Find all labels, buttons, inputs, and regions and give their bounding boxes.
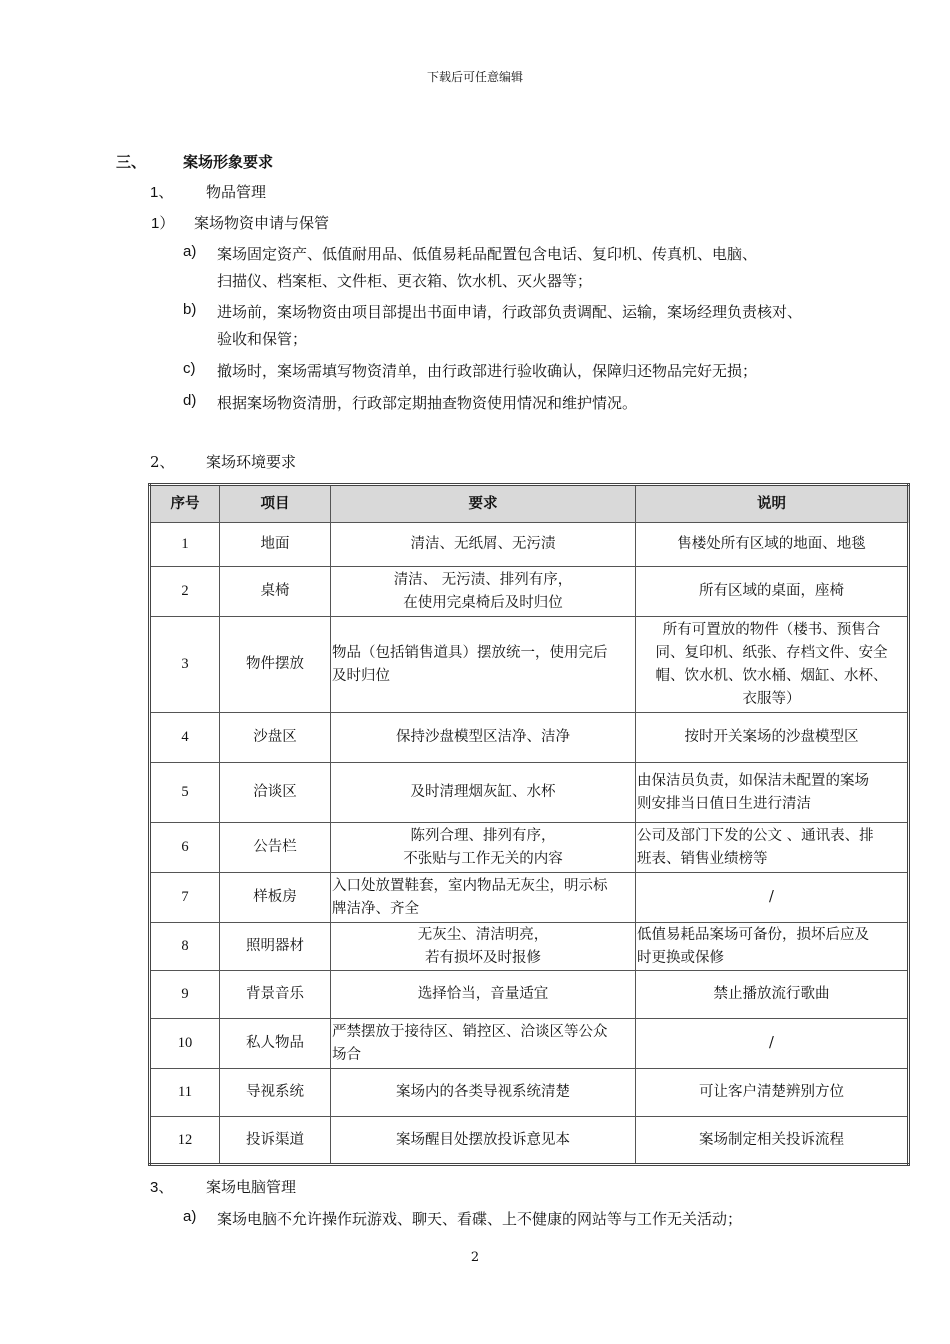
table-row: [150, 523, 909, 567]
row-item: 洽谈区: [220, 763, 331, 823]
row-item: 背景音乐: [220, 971, 331, 1019]
row-item: 桌椅: [220, 567, 331, 617]
row-note: /: [636, 873, 909, 923]
table-row: [150, 923, 909, 971]
list-marker: c): [183, 360, 196, 377]
list-item-text: 验收和保管；: [217, 330, 308, 348]
row-requirement: 及时清理烟灰缸、水杯: [331, 763, 636, 823]
header-item: 项目: [220, 485, 331, 523]
row-note: 禁止播放流行歌曲: [636, 971, 909, 1019]
subsection-title: 案场环境要求: [206, 453, 297, 471]
row-note: 可让客户清楚辨别方位: [636, 1069, 909, 1117]
row-item: 照明器材: [220, 923, 331, 971]
row-item: 公告栏: [220, 823, 331, 873]
section-title: 案场形象要求: [183, 153, 274, 171]
table-row: [150, 1117, 909, 1165]
list-item-text: 案场固定资产、低值耐用品、低值易耗品配置包含电话、复印机、传真机、电脑、: [217, 245, 758, 263]
row-note: 所有可置放的物件（楼书、预售合 同、复印机、纸张、存档文件、安全 帽、饮水机、饮水桶、烟缸、水杯、 衣服等）: [636, 617, 909, 713]
row-number: 5: [150, 763, 220, 823]
row-requirement: 清洁、无纸屑、无污渍: [331, 523, 636, 567]
row-number: 12: [150, 1117, 220, 1165]
subsection-title: 案场电脑管理: [206, 1178, 297, 1196]
row-item: 沙盘区: [220, 713, 331, 763]
row-number: 8: [150, 923, 220, 971]
row-item: 样板房: [220, 873, 331, 923]
page-number: 2: [470, 1250, 480, 1265]
row-number: 6: [150, 823, 220, 873]
list-item-text: 进场前，案场物资由项目部提出书面申请，行政部负责调配、运输，案场经理负责核对、: [217, 303, 803, 321]
row-note: 所有区域的桌面，座椅: [636, 567, 909, 617]
table-row: [150, 617, 909, 713]
header-no: 序号: [150, 485, 220, 523]
item-title: 案场物资申请与保管: [194, 214, 330, 232]
row-requirement: 案场内的各类导视系统清楚: [331, 1069, 636, 1117]
table-row: [150, 567, 909, 617]
list-item-text: 根据案场物资清册，行政部定期抽查物资使用情况和维护情况。: [217, 394, 638, 412]
list-marker: a): [183, 243, 197, 260]
page-header: 下载后可任意编辑: [426, 70, 523, 84]
row-number: 2: [150, 567, 220, 617]
row-note: 售楼处所有区域的地面、地毯: [636, 523, 909, 567]
row-requirement: 无灰尘、清洁明亮， 若有损坏及时报修: [331, 923, 636, 971]
header-note: 说明: [636, 485, 909, 523]
row-item: 投诉渠道: [220, 1117, 331, 1165]
subsection-number: 2、: [150, 453, 175, 471]
subsection-number: 3、: [150, 1179, 174, 1196]
row-requirement: 物品（包括销售道具）摆放统一，使用完后 及时归位: [331, 617, 636, 713]
row-requirement: 入口处放置鞋套，室内物品无灰尘，明示标 牌洁净、齐全: [331, 873, 636, 923]
list-marker: b): [183, 301, 197, 318]
row-requirement: 选择恰当，音量适宜: [331, 971, 636, 1019]
list-marker: d): [183, 392, 197, 409]
row-number: 7: [150, 873, 220, 923]
table-row: [150, 823, 909, 873]
row-number: 11: [150, 1069, 220, 1117]
environment-requirements-table: [148, 483, 910, 1166]
table-header-row: [150, 485, 909, 523]
row-number: 3: [150, 617, 220, 713]
row-item: 导视系统: [220, 1069, 331, 1117]
subsection-number: 1、: [150, 184, 174, 201]
row-note: /: [636, 1019, 909, 1069]
row-requirement: 保持沙盘模型区洁净、洁净: [331, 713, 636, 763]
row-number: 10: [150, 1019, 220, 1069]
subsection-title: 物品管理: [206, 183, 267, 201]
row-note: 案场制定相关投诉流程: [636, 1117, 909, 1165]
row-requirement: 清洁、 无污渍、排列有序， 在使用完桌椅后及时归位: [331, 567, 636, 617]
table-row: [150, 1069, 909, 1117]
list-item-text: 扫描仪、档案柜、文件柜、更衣箱、饮水机、灭火器等；: [217, 272, 593, 290]
list-item-text: 撤场时，案场需填写物资清单，由行政部进行验收确认，保障归还物品完好无损；: [217, 362, 758, 380]
row-requirement: 严禁摆放于接待区、销控区、洽谈区等公众 场合: [331, 1019, 636, 1069]
row-note: 低值易耗品案场可备份，损坏后应及 时更换或保修: [636, 923, 909, 971]
table-row: [150, 971, 909, 1019]
row-number: 4: [150, 713, 220, 763]
row-note: 按时开关案场的沙盘模型区: [636, 713, 909, 763]
item-number: 1）: [151, 215, 175, 232]
row-number: 9: [150, 971, 220, 1019]
row-note: 公司及部门下发的公文 、通讯表、排 班表、销售业绩榜等: [636, 823, 909, 873]
table-row: [150, 1019, 909, 1069]
list-item-text: 案场电脑不允许操作玩游戏、聊天、看碟、上不健康的网站等与工作无关活动；: [217, 1210, 743, 1228]
list-marker: a): [183, 1208, 197, 1225]
row-item: 私人物品: [220, 1019, 331, 1069]
row-requirement: 陈列合理、排列有序， 不张贴与工作无关的内容: [331, 823, 636, 873]
table-row: [150, 713, 909, 763]
section-number: 三、: [116, 153, 147, 171]
row-number: 1: [150, 523, 220, 567]
row-note: 由保洁员负责，如保洁未配置的案场 则安排当日值日生进行清洁: [636, 763, 909, 823]
row-item: 地面: [220, 523, 331, 567]
table-row: [150, 763, 909, 823]
table-row: [150, 873, 909, 923]
header-requirement: 要求: [331, 485, 636, 523]
row-requirement: 案场醒目处摆放投诉意见本: [331, 1117, 636, 1165]
row-item: 物件摆放: [220, 617, 331, 713]
